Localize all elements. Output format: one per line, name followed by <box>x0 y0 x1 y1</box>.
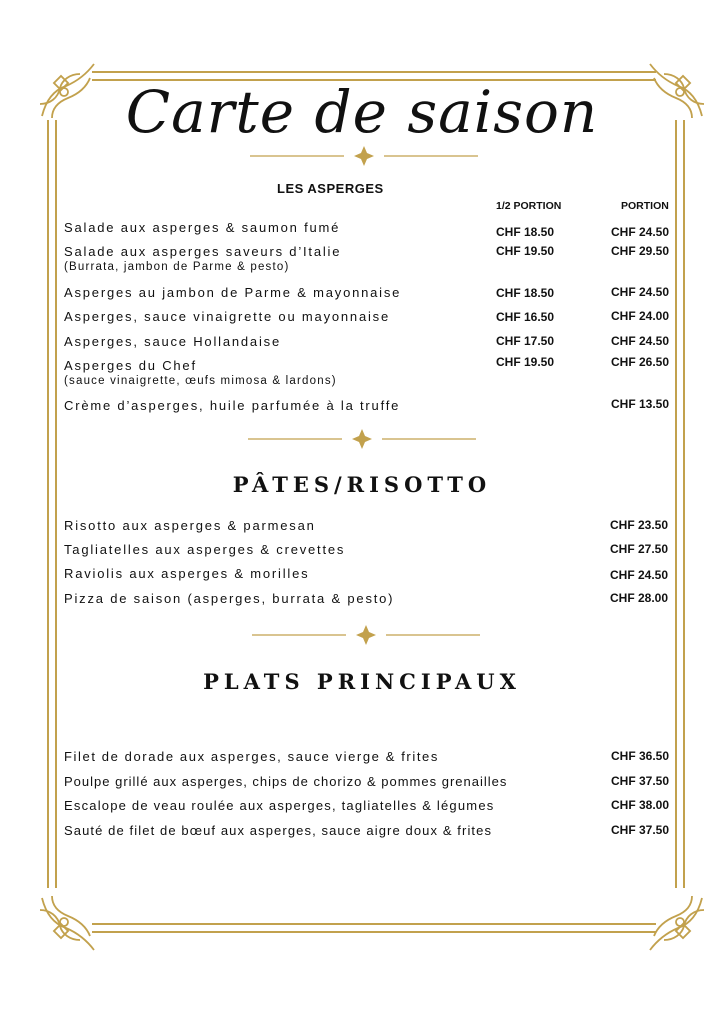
price-full: CHF 26.50 <box>611 355 670 369</box>
menu-item-name: Poulpe grillé aux asperges, chips de chorizo & pommes grenailles <box>64 774 508 789</box>
price: CHF 27.50 <box>610 542 669 556</box>
menu-item-name: Crème d’asperges, huile parfumée à la truffe <box>64 398 401 413</box>
menu-item-name: Asperges, sauce Hollandaise <box>64 334 281 349</box>
price-full: CHF 13.50 <box>611 397 670 411</box>
price-half: CHF 18.50 <box>496 225 555 239</box>
price: CHF 38.00 <box>611 798 670 812</box>
menu-item-name: Raviolis aux asperges & morilles <box>64 566 310 581</box>
price-full: CHF 24.50 <box>611 334 670 348</box>
price-half: CHF 17.50 <box>496 334 555 348</box>
menu-item-name: Salade aux asperges & saumon fumé <box>64 220 341 235</box>
price: CHF 36.50 <box>611 749 670 763</box>
divider-ornament <box>242 428 482 450</box>
corner-ornament-bottom-right <box>646 892 708 954</box>
section-title-asperges: LES ASPERGES <box>277 181 384 196</box>
price: CHF 28.00 <box>610 591 669 605</box>
section-title-plats: PLATS PRINCIPAUX <box>203 669 521 694</box>
price-half: CHF 19.50 <box>496 244 555 258</box>
corner-ornament-bottom-left <box>36 892 98 954</box>
menu-item-name: Sauté de filet de bœuf aux asperges, sauce aigre doux & frites <box>64 823 493 838</box>
column-header-half-portion: 1/2 PORTION <box>496 200 562 212</box>
menu-item-name: Asperges du Chef <box>64 358 197 373</box>
price: CHF 37.50 <box>611 823 670 837</box>
price: CHF 23.50 <box>610 518 669 532</box>
menu-item-name: Filet de dorade aux asperges, sauce vierge & frites <box>64 749 439 764</box>
section-title-pates: PÂTES/RISOTTO <box>232 472 492 497</box>
price: CHF 37.50 <box>611 774 670 788</box>
menu-item-name: Escalope de veau roulée aux asperges, tagliatelles & légumes <box>64 798 495 813</box>
page-title: Carte de saison <box>125 78 599 146</box>
menu-item-description: (sauce vinaigrette, œufs mimosa & lardons) <box>64 375 337 387</box>
menu-item-name: Risotto aux asperges & parmesan <box>64 518 316 533</box>
price-full: CHF 24.50 <box>611 225 670 239</box>
price-full: CHF 24.00 <box>611 309 670 323</box>
menu-item-name: Asperges, sauce vinaigrette ou mayonnaise <box>64 309 391 324</box>
menu-item-description: (Burrata, jambon de Parme & pesto) <box>64 261 290 273</box>
divider-ornament <box>246 624 486 646</box>
menu-item-name: Pizza de saison (asperges, burrata & pesto) <box>64 591 395 606</box>
divider-ornament <box>244 145 484 167</box>
price-full: CHF 24.50 <box>611 285 670 299</box>
price-half: CHF 19.50 <box>496 355 555 369</box>
price-half: CHF 18.50 <box>496 286 555 300</box>
menu-item-name: Tagliatelles aux asperges & crevettes <box>64 542 346 557</box>
price: CHF 24.50 <box>610 568 669 582</box>
menu-item-name: Salade aux asperges saveurs d’Italie <box>64 244 342 259</box>
price-full: CHF 29.50 <box>611 244 670 258</box>
menu-item-name: Asperges au jambon de Parme & mayonnaise <box>64 285 402 300</box>
column-header-portion: PORTION <box>621 200 669 212</box>
price-half: CHF 16.50 <box>496 310 555 324</box>
